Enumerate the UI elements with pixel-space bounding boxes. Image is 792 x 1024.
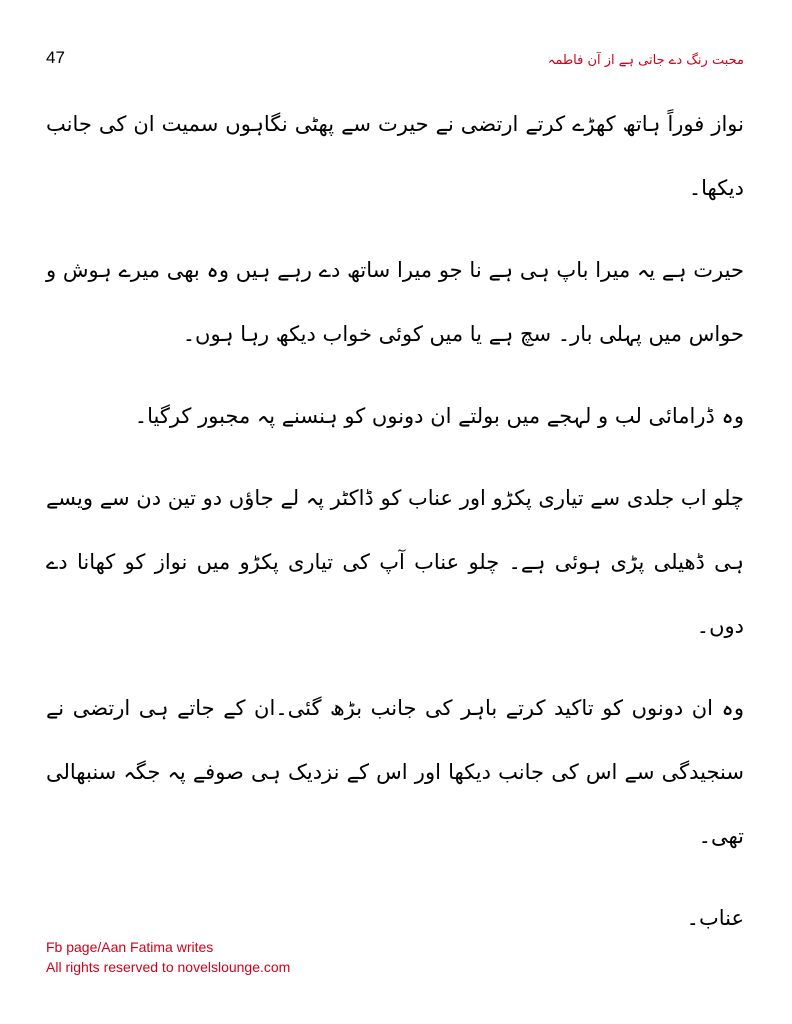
footer-fb-page: Fb page/Aan Fatima writes xyxy=(46,939,214,955)
body-text xyxy=(46,92,744,968)
running-header: محبت رنگ دے جاتی ہے از آن فاطمہ xyxy=(547,53,744,68)
paragraph: عناب۔ xyxy=(686,906,744,930)
paragraph: حیرت ہے یہ میرا باپ ہی ہے نا جو میرا ساتھ دے رہے ہیں وہ بھی میرے ہوش و حواس میں پہلی بار۔ سچ ہے یا میں کوئی خواب دیکھ رہا ہوں۔ xyxy=(46,258,744,346)
footer xyxy=(46,937,290,977)
page-number: 47 xyxy=(46,48,65,67)
paragraph: وہ ڈرامائی لب و لہجے میں بولتے ان دونوں کو ہنسنے پہ مجبور کرگیا۔ xyxy=(134,404,744,428)
paragraph: نواز فوراً ہاتھ کھڑے کرتے ارتضی نے حیرت سے پھٹی نگاہوں سمیت ان کی جانب دیکھا۔ xyxy=(46,112,744,200)
paragraph: وہ ان دونوں کو تاکید کرتے باہر کی جانب بڑھ گئی۔ان کے جاتے ہی ارتضی نے سنجیدگی سے اس کی جانب دیکھا اور اس کے نزدیک ہی صوفے پہ جگہ سنبھالی تھی۔ xyxy=(46,696,744,848)
paragraph: چلو اب جلدی سے تیاری پکڑو اور عناب کو ڈاکٹر پہ لے جاؤں دو تین دن سے ویسے ہی ڈھیلی پڑی ہوئی ہے۔ چلو عناب آپ کی تیاری پکڑو میں نواز کو کھانا دے دوں۔ xyxy=(46,486,744,638)
footer-rights: All rights reserved to novelslounge.com xyxy=(46,959,291,975)
